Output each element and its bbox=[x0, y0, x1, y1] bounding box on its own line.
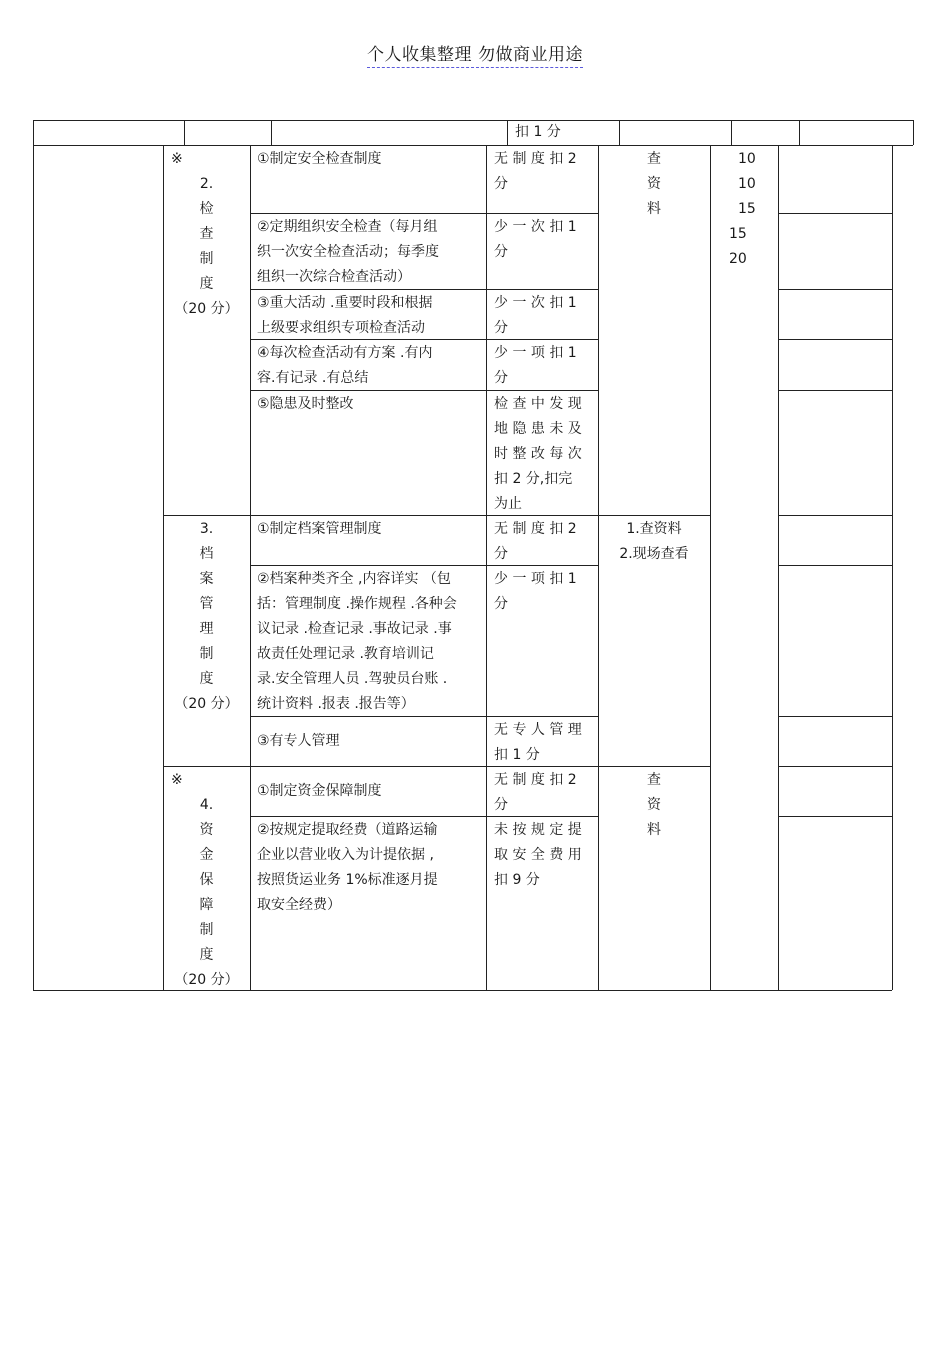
remarks-divider bbox=[778, 213, 892, 214]
section-name-line: 管 bbox=[199, 596, 214, 612]
top-row-divider bbox=[731, 120, 732, 145]
top-row-divider bbox=[913, 120, 914, 145]
column-divider bbox=[778, 145, 779, 990]
item-deduct-line: 分 bbox=[494, 320, 508, 336]
section-name-line: 制 bbox=[199, 646, 214, 662]
item-content-line: 织一次安全检查活动；每季度 bbox=[257, 244, 439, 260]
item-content-line: 录.安全管理人员 .驾驶员台账 . bbox=[257, 671, 448, 687]
item-deduct-line: 少 一 项 扣 1 bbox=[494, 571, 577, 587]
page-header bbox=[0, 40, 950, 68]
section-name-line: 3. bbox=[199, 521, 214, 537]
item-deduct-line: 扣 2 分,扣完 bbox=[494, 471, 573, 487]
item-deduct-line: 少 一 项 扣 1 bbox=[494, 345, 577, 361]
item-deduct-line: 分 bbox=[494, 370, 508, 386]
item-deduct-line: 取 安 全 费 用 bbox=[494, 847, 582, 863]
item-content-line: ④每次检查活动有方案 .有内 bbox=[257, 345, 433, 361]
item-deduct-line: 少 一 次 扣 1 bbox=[494, 295, 577, 311]
item-content-line: ③重大活动 .重要时段和根据 bbox=[257, 295, 433, 311]
item-deduct-line: 检 查 中 发 现 bbox=[494, 396, 582, 412]
item-divider bbox=[250, 565, 598, 566]
item-divider bbox=[250, 390, 598, 391]
section-name-line: 案 bbox=[199, 571, 214, 587]
remarks-divider bbox=[778, 816, 892, 817]
item-deduct-line: 少 一 次 扣 1 bbox=[494, 219, 577, 235]
item-content-line: 组织一次综合检查活动） bbox=[257, 269, 411, 285]
top-row-divider bbox=[33, 120, 34, 145]
item-deduct-line: 无 制 度 扣 2 bbox=[494, 772, 577, 788]
column-divider bbox=[598, 145, 599, 990]
top-row-border bbox=[33, 120, 913, 121]
item-content-line: 企业以营业收入为计提依据 , bbox=[257, 847, 434, 863]
item-deduct-line: 时 整 改 每 次 bbox=[494, 446, 582, 462]
page-header-text: 个人收集整理 勿做商业用途 bbox=[367, 40, 583, 68]
remarks-divider bbox=[778, 766, 892, 767]
section-name-line: （20 分） bbox=[174, 972, 239, 988]
item-deduct-line: 地 隐 患 未 及 bbox=[494, 421, 582, 437]
item-content-line: 取安全经费） bbox=[257, 897, 341, 913]
item-content-line: 议记录 .检查记录 .事故记录 .事 bbox=[257, 621, 452, 637]
column-divider bbox=[892, 145, 893, 990]
item-deduct-line: 分 bbox=[494, 797, 508, 813]
section-name-line: 制 bbox=[199, 251, 214, 267]
section-name-line: （20 分） bbox=[174, 301, 239, 317]
top-row-divider bbox=[619, 120, 620, 145]
section-method-line: 1.查资料 bbox=[626, 521, 682, 537]
score-value: 10 bbox=[738, 151, 756, 167]
section-method-line: 料 bbox=[647, 201, 661, 217]
section-name-line: 档 bbox=[199, 546, 214, 562]
table-left-border bbox=[33, 145, 34, 990]
item-divider bbox=[250, 213, 598, 214]
section-mark: ※ bbox=[171, 151, 183, 167]
section-name-line: 障 bbox=[199, 897, 214, 913]
section-name-line: 制 bbox=[199, 922, 214, 938]
section-name-line: 保 bbox=[199, 872, 214, 888]
remarks-divider bbox=[778, 289, 892, 290]
remarks-divider bbox=[778, 515, 892, 516]
item-deduct-line: 无 专 人 管 理 bbox=[494, 722, 582, 738]
section-divider bbox=[163, 515, 710, 516]
item-content-line: 上级要求组织专项检查活动 bbox=[257, 320, 425, 336]
remarks-divider bbox=[778, 339, 892, 340]
table-top-border bbox=[163, 145, 892, 146]
top-row-divider bbox=[799, 120, 800, 145]
column-divider bbox=[710, 145, 711, 990]
column-divider bbox=[250, 145, 251, 990]
item-divider bbox=[250, 289, 598, 290]
section-name-line: 理 bbox=[199, 621, 214, 637]
remarks-divider bbox=[778, 716, 892, 717]
top-row-divider bbox=[184, 120, 185, 145]
section-name-line: 资 bbox=[199, 822, 214, 838]
item-deduct-line: 为止 bbox=[494, 496, 522, 512]
section-mark: ※ bbox=[171, 772, 183, 788]
item-content-line: ①制定档案管理制度 bbox=[257, 521, 382, 537]
item-content-line: 按照货运业务 1%标准逐月提 bbox=[257, 872, 438, 888]
section-method-line: 料 bbox=[647, 822, 661, 838]
item-deduct-line: 未 按 规 定 提 bbox=[494, 822, 582, 838]
score-value: 15 bbox=[738, 201, 756, 217]
section-name-line: 检 bbox=[199, 201, 214, 217]
section-divider bbox=[163, 766, 710, 767]
item-divider bbox=[250, 816, 598, 817]
top-row-divider bbox=[271, 120, 272, 145]
section-name-line: （20 分） bbox=[174, 696, 239, 712]
item-content-line: ②按规定提取经费（道路运输 bbox=[257, 822, 438, 838]
top-row-deduct-text: 扣 1 分 bbox=[515, 124, 561, 140]
section-name-line: 查 bbox=[199, 226, 214, 242]
item-deduct-line: 分 bbox=[494, 176, 508, 192]
section-method-line: 资 bbox=[647, 797, 661, 813]
item-content-line: 容.有记录 .有总结 bbox=[257, 370, 369, 386]
section-name-line: 2. bbox=[199, 176, 214, 192]
item-content-line: ②档案种类齐全 ,内容详实 （包 bbox=[257, 571, 451, 587]
section-name-line: 度 bbox=[199, 671, 214, 687]
item-deduct-line: 分 bbox=[494, 244, 508, 260]
section-method-line: 资 bbox=[647, 176, 661, 192]
item-deduct-line: 扣 1 分 bbox=[494, 747, 540, 763]
item-deduct-line: 无 制 度 扣 2 bbox=[494, 151, 577, 167]
item-divider bbox=[250, 716, 598, 717]
column-divider bbox=[486, 145, 487, 990]
item-content-line: 括：管理制度 .操作规程 .各种会 bbox=[257, 596, 457, 612]
section-name-line: 4. bbox=[199, 797, 214, 813]
item-content-line: ①制定安全检查制度 bbox=[257, 151, 382, 167]
item-deduct-line: 无 制 度 扣 2 bbox=[494, 521, 577, 537]
table-bottom-border bbox=[33, 990, 892, 991]
item-deduct-line: 分 bbox=[494, 596, 508, 612]
item-content-line: ①制定资金保障制度 bbox=[257, 783, 382, 799]
score-value: 20 bbox=[729, 251, 747, 267]
item-deduct-line: 扣 9 分 bbox=[494, 872, 540, 888]
score-value: 10 bbox=[738, 176, 756, 192]
section-name-line: 度 bbox=[199, 947, 214, 963]
top-row-divider bbox=[507, 120, 508, 145]
score-value: 15 bbox=[729, 226, 747, 242]
section-method-line: 查 bbox=[647, 772, 661, 788]
section-method-line: 查 bbox=[647, 151, 661, 167]
item-divider bbox=[250, 339, 598, 340]
item-content-line: 统计资料 .报表 .报告等） bbox=[257, 696, 415, 712]
remarks-divider bbox=[778, 565, 892, 566]
section-name-line: 度 bbox=[199, 276, 214, 292]
item-deduct-line: 分 bbox=[494, 546, 508, 562]
item-content-line: ②定期组织安全检查（每月组 bbox=[257, 219, 438, 235]
item-content-line: ③有专人管理 bbox=[257, 733, 340, 749]
section-name-line: 金 bbox=[199, 847, 214, 863]
section-method-line: 2.现场查看 bbox=[619, 546, 689, 562]
item-content-line: 故责任处理记录 .教育培训记 bbox=[257, 646, 434, 662]
item-content-line: ⑤隐患及时整改 bbox=[257, 396, 354, 412]
remarks-divider bbox=[778, 390, 892, 391]
